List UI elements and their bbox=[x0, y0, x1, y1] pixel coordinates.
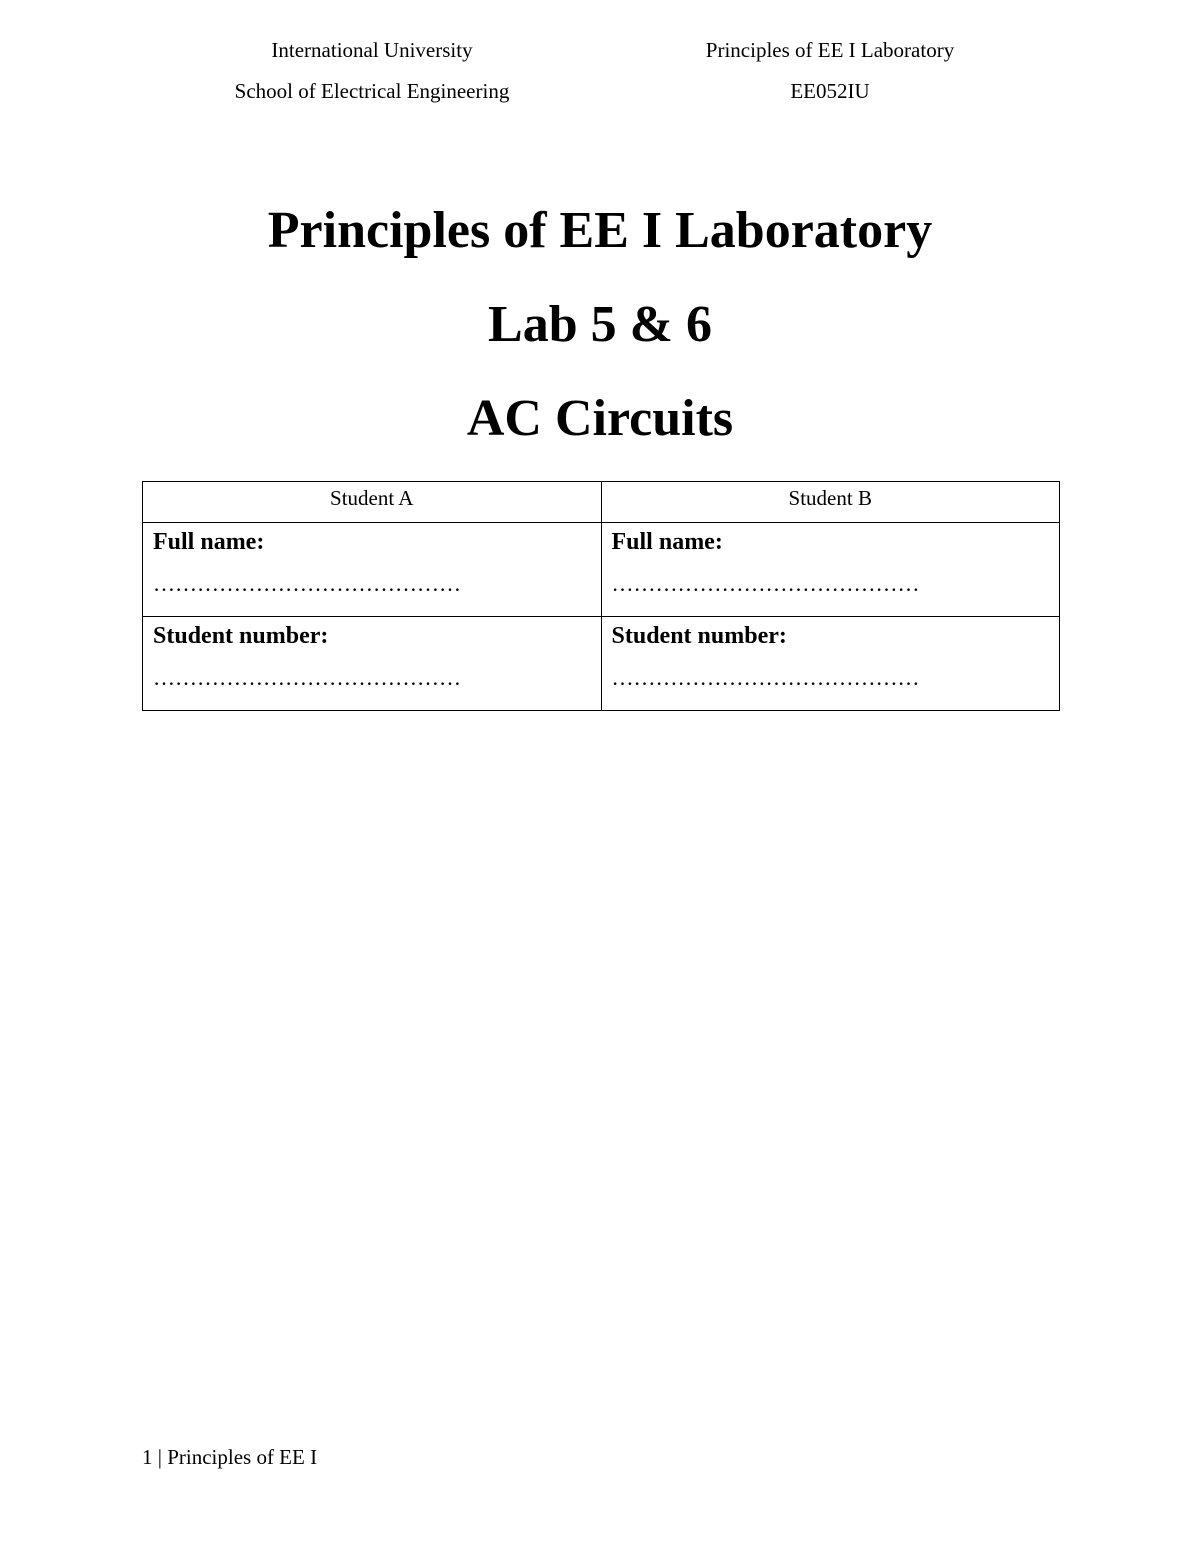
lab-number: Lab 5 & 6 bbox=[488, 296, 712, 353]
page-footer: 1 | Principles of EE I bbox=[142, 1445, 318, 1469]
table-row-full-name bbox=[143, 523, 1060, 617]
document-title: Principles of EE I Laboratory bbox=[267, 202, 933, 259]
student-a-full-name-cell[interactable] bbox=[143, 523, 602, 617]
column-header-student-b: Student B bbox=[601, 482, 1060, 523]
student-b-number-cell[interactable] bbox=[601, 617, 1060, 711]
lab-topic: AC Circuits bbox=[466, 390, 734, 447]
full-name-label: Full name: bbox=[611, 529, 723, 555]
student-a-number-cell[interactable] bbox=[143, 617, 602, 711]
course-name: Principles of EE I Laboratory bbox=[705, 38, 955, 62]
table-header-row bbox=[143, 482, 1060, 523]
header-left bbox=[162, 30, 582, 112]
full-name-blank: …………………………………… bbox=[611, 571, 920, 596]
student-number-blank: …………………………………… bbox=[153, 665, 461, 690]
student-b-full-name-cell[interactable] bbox=[601, 523, 1060, 617]
student-info-table bbox=[142, 481, 1060, 711]
header-right bbox=[620, 30, 1040, 112]
university-name: International University bbox=[271, 38, 473, 62]
full-name-blank: …………………………………… bbox=[153, 571, 461, 596]
student-number-label: Student number: bbox=[611, 623, 787, 649]
student-number-label: Student number: bbox=[153, 623, 329, 649]
student-number-blank: …………………………………… bbox=[611, 665, 920, 690]
table-row-student-number bbox=[143, 617, 1060, 711]
school-name: School of Electrical Engineering bbox=[234, 79, 510, 103]
course-code: EE052IU bbox=[790, 79, 870, 103]
full-name-label: Full name: bbox=[153, 529, 265, 555]
column-header-student-a: Student A bbox=[143, 482, 602, 523]
